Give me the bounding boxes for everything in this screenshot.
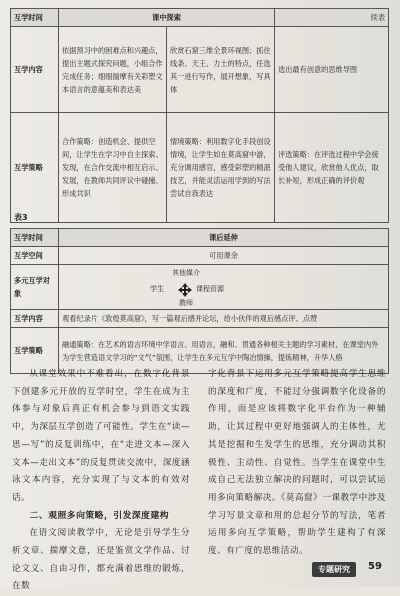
body-column-left <box>12 366 190 596</box>
table-cell: 选出最有创意的思维导图 <box>275 27 389 113</box>
diagram-top-label: 其他媒介 <box>172 269 200 277</box>
table-row <box>11 27 389 113</box>
row-label: 互学空间 <box>11 247 59 265</box>
section-badge: 专题研究 <box>312 562 356 577</box>
row-label: 多元互学对象 <box>11 265 59 310</box>
table-row <box>11 265 389 310</box>
paragraph: 在语文阅读教学中，无论是引导学生分析文章、揣摩文意，还是鉴赏文学作品、讨论文义、自由习作，都充满着思维的锻炼，在数 <box>12 528 190 592</box>
table-cell: 融通策略：在艺术的语言环境中学语言、用语言，融和、贯通各种相关主题的学习素材，在课堂内外为学生营造语文学习的“文气”氛围，让学生在多元互学中陶冶情操，提炼精神，升华人格 <box>59 328 389 374</box>
four-way-arrow-icon <box>178 283 192 297</box>
diagram-bottom-label: 教师 <box>179 299 193 307</box>
section-heading: 二、观照多向策略，引发深度建构 <box>29 510 170 521</box>
table-row <box>11 310 389 328</box>
table-cell: 可用课余 <box>59 247 389 265</box>
table-row <box>11 247 389 265</box>
table-cell: 欣赏石窟三维全景环视图；抓住线条、天王、力士的特点，任选其一进行写作，展开想象，写具体 <box>167 27 275 113</box>
row-label: 互学内容 <box>11 310 59 328</box>
table-header-row <box>11 9 389 27</box>
diagram-left-label: 学生 <box>150 285 164 293</box>
diagram-cell <box>59 265 389 310</box>
paragraph: 从课堂效果中不难看出，在数字化背景下创建多元开放的互学时空，学生在成为主体参与对象后真正有机会参与到语文实践中，为深层互学创造了可能性。学生在“读—思—写”的反复训练中，在“走进文本—深入文本—走出文本”的反复贯读交流中，深度涵泳文本内容，充分实现了与文本的有效对话。 <box>12 369 190 503</box>
table-cell: 依据预习中的困难点和兴趣点，提出主题式探究问题，小组合作完成任务；细细揣摩有关彩塑文本语言的意蕴美和表达美 <box>59 27 167 113</box>
table-cell: 合作策略：创造机会、提供空间，让学生在学习中自主探索、发现，在合作交流中相互启示、发展，在教师共同评议中碰撞、形成共识 <box>59 113 167 223</box>
multi-object-diagram <box>62 267 385 307</box>
body-column-right <box>208 366 386 561</box>
row-label: 互学策略 <box>11 328 59 374</box>
paragraph: 字化背景下运用多元互学策略提高学生思维的深度和广度，不能过分强调数字化设备的作用，而是应该将数字化平台作为一种辅助，让其过程中更好地强调人的主体性，尤其是挖掘和生发学生的思维，充分调动其积极性、主动性、自觉性。当学生在课堂中生成自己无法独立解决的问题时，可以尝试运用多向策略解决。《莫高窟》一课教学中涉及学习写景文章和用的总起分节的写法，笔者运用多向互学策略，帮助学生建构了有深度、有广度的思维活动。 <box>208 369 386 557</box>
row-label: 互学策略 <box>11 113 59 223</box>
header-phase: 课中探索 <box>59 9 275 27</box>
row-label: 互学内容 <box>11 27 59 113</box>
header-phase: 课后延伸 <box>59 229 389 247</box>
header-time-label: 互学时间 <box>11 9 59 27</box>
table-cell: 情境策略：利用数字化手段创设情境，让学生如在莫高窟中游，充分调用感官，感受彩塑的精湛技艺，并能灵活运用学到的写法尝试自我表达 <box>167 113 275 223</box>
diagram-right-label: 课程资源 <box>196 285 224 293</box>
table-3 <box>10 228 389 374</box>
table-cell: 观看纪录片《敦煌莫高窟》，写一篇观后感并论坛，给小伙伴的观后感点评、点赞 <box>59 310 389 328</box>
header-time-label: 互学时间 <box>11 229 59 247</box>
page-number: 59 <box>368 561 382 572</box>
table-caption: 表3 <box>14 213 28 222</box>
table-cell: 评选策略：在评选过程中学会接受他人建议，欣赏他人优点，取长补短，形成正确的评价观 <box>275 113 389 223</box>
continued-note: 续表 <box>275 9 389 27</box>
table-header-row <box>11 229 389 247</box>
table-row <box>11 113 389 223</box>
table-continued <box>10 8 389 223</box>
